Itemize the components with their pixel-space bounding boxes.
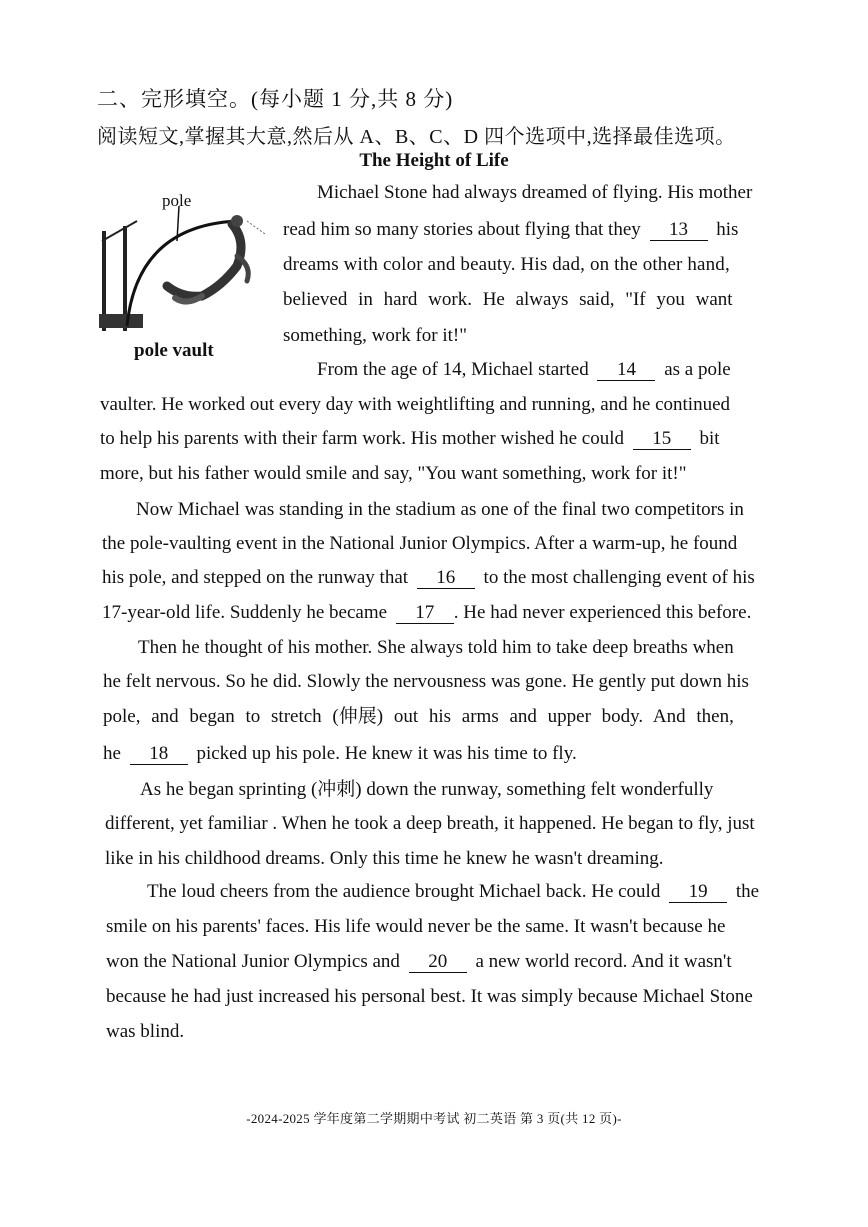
blank-16[interactable]: 16 <box>417 568 475 589</box>
line-text: The loud cheers from the audience brought Michael back. He could <box>147 881 661 902</box>
instruction: 阅读短文,掌握其大意,然后从 A、B、C、D 四个选项中,选择最佳选项。 <box>97 126 736 148</box>
passage-line <box>102 566 755 590</box>
page-footer: -2024-2025 学年度第二学期期中考试 初二英语 第 3 页(共 12 页)- <box>246 1111 622 1126</box>
pole-label: pole <box>162 191 192 210</box>
passage-line: pole, and began to stretch (伸展) out his arms and upper body. And then, <box>103 706 734 727</box>
line-text: . He had never experienced this before. <box>453 602 752 623</box>
passage-line <box>317 358 731 382</box>
line-text: as a pole <box>664 359 731 380</box>
passage-line: different, yet familiar . When he took a deep breath, it happened. He began to fly, just <box>105 813 755 834</box>
passage-line: Now Michael was standing in the stadium as one of the final two competitors in <box>136 499 744 520</box>
figure-caption: pole vault <box>134 340 214 361</box>
line-text: won the National Junior Olympics and <box>106 951 400 972</box>
line-text: a new world record. And it wasn't <box>475 951 732 972</box>
line-text: bit <box>699 428 720 449</box>
passage-line <box>102 601 751 625</box>
passage-line: the pole-vaulting event in the National Junior Olympics. After a warm-up, he found <box>102 533 738 554</box>
line-text: his <box>716 219 739 240</box>
blank-13[interactable]: 13 <box>650 220 708 241</box>
passage-line: believed in hard work. He always said, "If you want <box>283 289 733 310</box>
passage-line: Then he thought of his mother. She always told him to take deep breaths when <box>138 637 734 658</box>
line-text: to the most challenging event of his <box>483 567 755 588</box>
passage-line: he felt nervous. So he did. Slowly the nervousness was gone. He gently put down his <box>103 671 749 692</box>
blank-18[interactable]: 18 <box>130 744 188 765</box>
blank-14[interactable]: 14 <box>597 360 655 381</box>
line-text: he <box>103 743 121 764</box>
passage-title: The Height of Life <box>359 150 509 171</box>
pole-vault-figure <box>97 186 272 366</box>
passage-line <box>100 427 720 451</box>
line-text: 17-year-old life. Suddenly he became <box>102 602 388 623</box>
passage-line <box>103 742 577 766</box>
passage-line: was blind. <box>106 1021 185 1042</box>
passage-line: more, but his father would smile and say, "You want something, work for it!" <box>100 463 687 484</box>
passage-line: like in his childhood dreams. Only this time he knew he wasn't dreaming. <box>105 848 664 869</box>
blank-19[interactable]: 19 <box>669 882 727 903</box>
passage-line: Michael Stone had always dreamed of flying. His mother <box>317 182 753 203</box>
blank-20[interactable]: 20 <box>409 952 467 973</box>
passage-line <box>147 880 759 904</box>
passage-line <box>283 218 738 242</box>
line-text: read him so many stories about flying that they <box>283 219 641 240</box>
passage-line: because he had just increased his personal best. It was simply because Michael Stone <box>106 986 753 1007</box>
passage-line: As he began sprinting (冲刺) down the runway, something felt wonderfully <box>140 779 714 800</box>
line-text: From the age of 14, Michael started <box>317 359 589 380</box>
blank-15[interactable]: 15 <box>633 429 691 450</box>
line-text: his pole, and stepped on the runway that <box>102 567 409 588</box>
blank-17[interactable]: 17 <box>396 603 454 624</box>
line-text: the <box>735 881 760 902</box>
passage-line: vaulter. He worked out every day with weightlifting and running, and he continued <box>100 394 731 415</box>
line-text: to help his parents with their farm work. His mother wished he could <box>100 428 624 449</box>
section-title: 二、完形填空。(每小题 1 分,共 8 分) <box>97 87 454 111</box>
passage-line: dreams with color and beauty. His dad, on the other hand, <box>283 254 730 275</box>
passage-line: smile on his parents' faces. His life would never be the same. It wasn't because he <box>106 916 726 937</box>
passage-line: something, work for it!" <box>283 325 468 346</box>
passage-line <box>106 950 732 974</box>
line-text: picked up his pole. He knew it was his time to fly. <box>196 743 577 764</box>
